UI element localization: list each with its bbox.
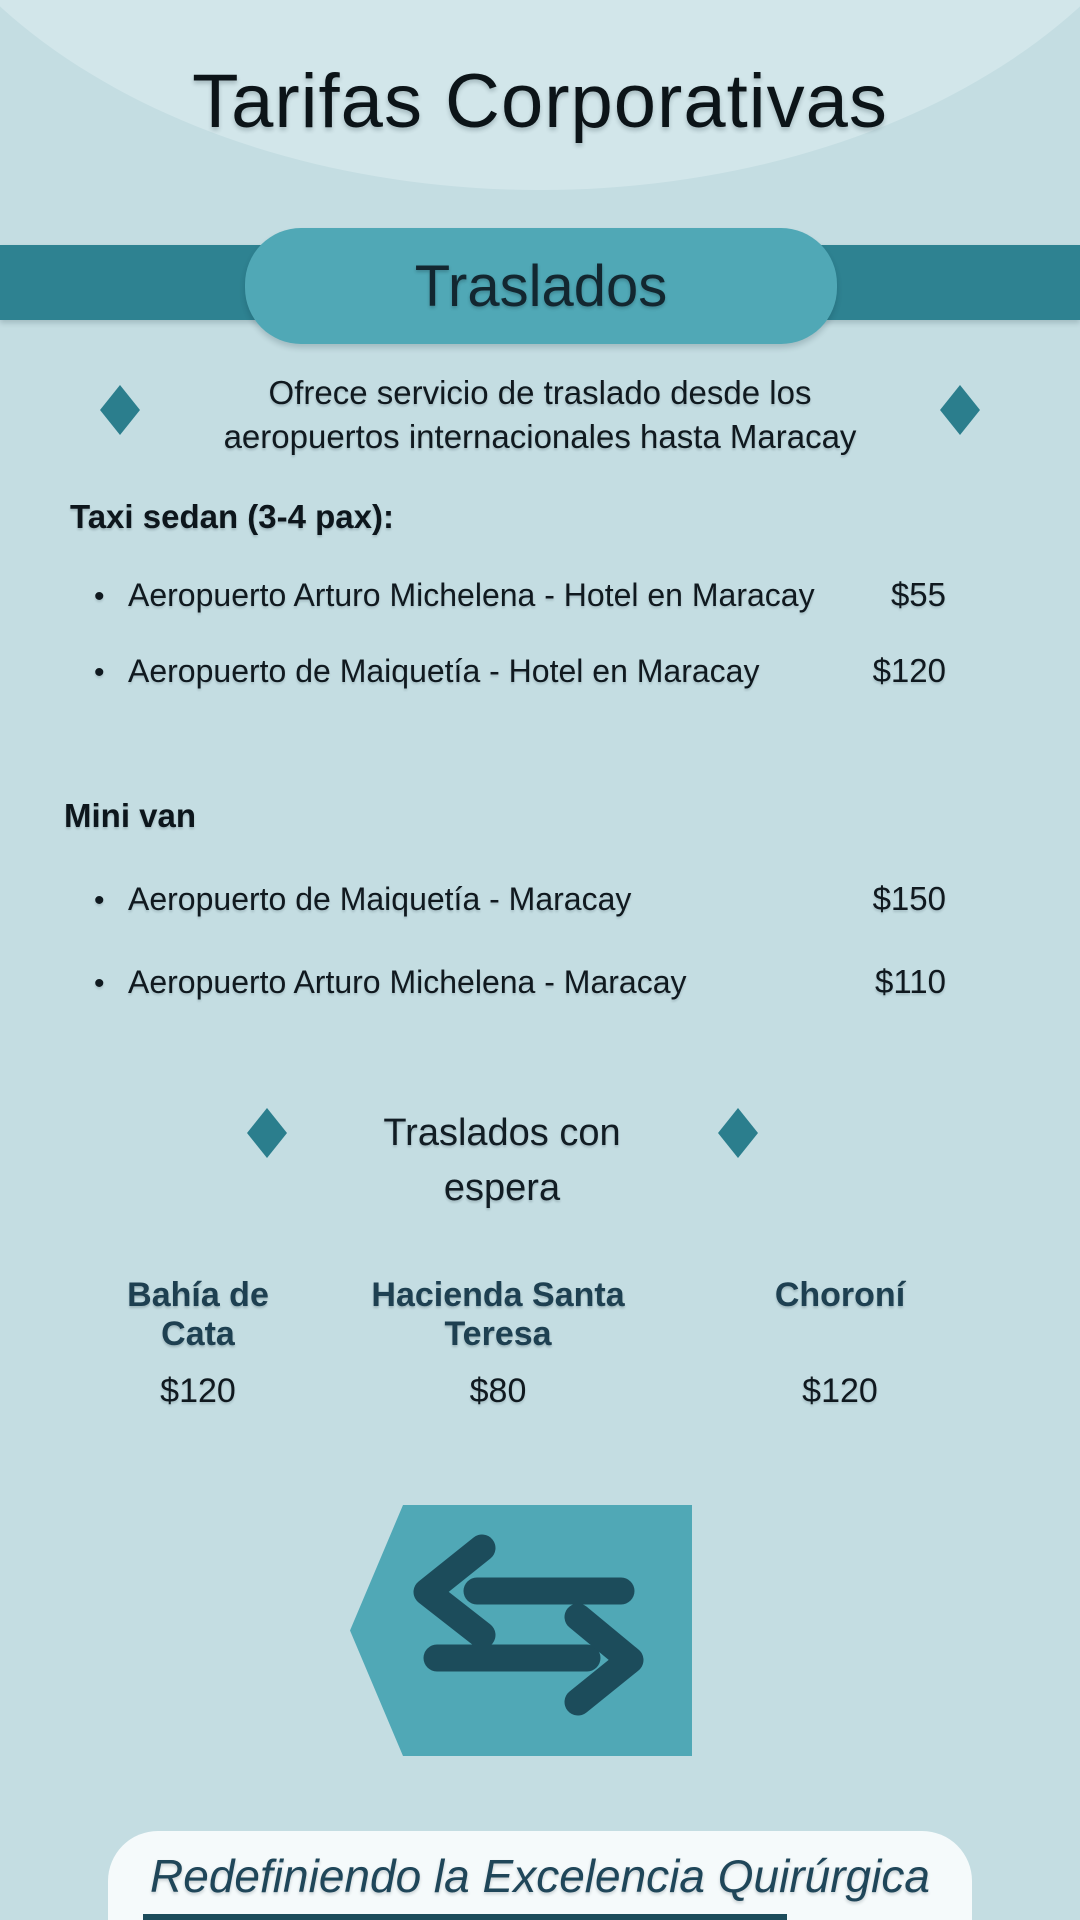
transfer-arrows-graphic bbox=[350, 1505, 692, 1756]
bullet-icon: • bbox=[94, 656, 105, 689]
destination-header bbox=[60, 1276, 336, 1354]
route-label: Aeropuerto Arturo Michelena - Hotel en Maracay bbox=[128, 577, 815, 613]
transfer-arrows-icon bbox=[350, 1505, 692, 1756]
price-row bbox=[70, 576, 946, 614]
intro-text bbox=[0, 371, 1080, 459]
price-row bbox=[70, 963, 946, 1001]
destination-name-line: Hacienda Santa bbox=[371, 1276, 625, 1314]
espera-heading bbox=[0, 1106, 1004, 1216]
destination-name-line: Teresa bbox=[444, 1315, 552, 1353]
destination-header bbox=[336, 1276, 660, 1354]
footer-banner bbox=[108, 1831, 972, 1920]
intro-line-2: aeropuertos internacionales hasta Maracay bbox=[223, 418, 857, 455]
mini-van-heading: Mini van bbox=[64, 797, 197, 834]
section-banner bbox=[245, 228, 837, 344]
destination-name-line: Cata bbox=[161, 1315, 235, 1353]
price-value: $120 bbox=[802, 1372, 878, 1410]
price-value: $120 bbox=[872, 652, 946, 689]
taxi-sedan-heading: Taxi sedan (3-4 pax): bbox=[70, 498, 394, 535]
destination-header bbox=[660, 1276, 1020, 1354]
price-value: $110 bbox=[875, 963, 946, 1000]
bullet-icon: • bbox=[94, 967, 105, 1000]
bottom-accent-strip bbox=[143, 1914, 787, 1920]
price-row bbox=[70, 880, 946, 918]
page-title: Tarifas Corporativas bbox=[192, 59, 888, 144]
destination-name-line: Bahía de bbox=[127, 1276, 269, 1314]
route-label: Aeropuerto Arturo Michelena - Maracay bbox=[128, 964, 687, 1000]
section-banner-label: Traslados bbox=[414, 253, 668, 319]
price-value: $55 bbox=[890, 576, 946, 613]
route-label: Aeropuerto de Maiquetía - Hotel en Maracay bbox=[128, 653, 760, 689]
bullet-icon: • bbox=[94, 580, 105, 613]
destination-price-row bbox=[60, 1372, 1020, 1411]
espera-heading-line-2: espera bbox=[443, 1167, 561, 1209]
price-value: $80 bbox=[469, 1372, 527, 1410]
price-row bbox=[70, 652, 946, 690]
price-value: $150 bbox=[872, 880, 946, 917]
price-value: $120 bbox=[160, 1372, 236, 1410]
route-label: Aeropuerto de Maiquetía - Maracay bbox=[128, 881, 632, 917]
bullet-icon: • bbox=[94, 884, 105, 917]
footer-tagline: Redefiniendo la Excelencia Quirúrgica bbox=[150, 1849, 930, 1902]
destination-name-line: Choroní bbox=[774, 1276, 906, 1314]
espera-heading-line-1: Traslados con bbox=[383, 1112, 621, 1154]
destination-header-row bbox=[60, 1276, 1020, 1354]
intro-line-1: Ofrece servicio de traslado desde los bbox=[268, 374, 812, 411]
